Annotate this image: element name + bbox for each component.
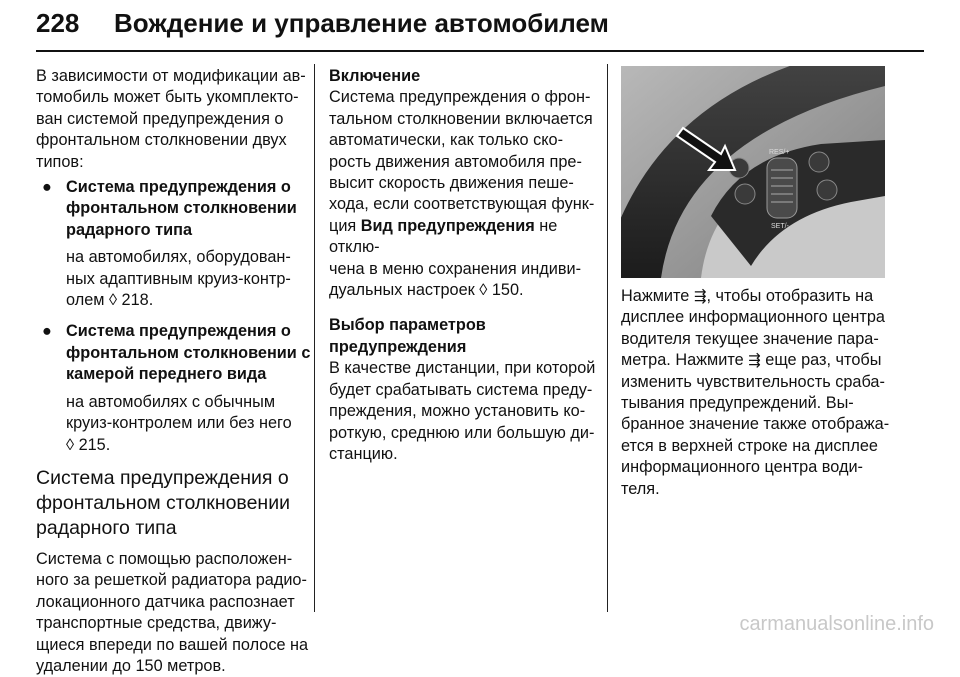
body-line: В качестве дистанции, при которой [329, 359, 596, 378]
intro-line: типов: [36, 152, 84, 171]
body-line: высит скорость движения пеше- [329, 174, 574, 193]
bullet-title-line: камерой переднего вида [66, 365, 267, 384]
body-line: дисплее информационного центра [621, 308, 885, 327]
set-label: SET/- [771, 223, 789, 230]
bullet-item-camera [36, 321, 312, 455]
body-text: Нажмите [621, 287, 694, 305]
body-text: не отклю- [329, 216, 558, 257]
body-line: теля. [621, 479, 660, 498]
body-line: рость движения автомобиля пре- [329, 152, 582, 171]
res-label: RES/+ [769, 149, 790, 156]
body-text: , чтобы отобразить на [706, 287, 874, 305]
page-reference-link[interactable]: дуальных настроек ◊ 150. [329, 281, 524, 300]
bullet-dot-icon: ● [42, 322, 52, 341]
body-line: информационного центра води- [621, 458, 863, 477]
body-line: бранное значение также отобража- [621, 415, 890, 434]
cruise-button [735, 184, 755, 204]
header-rule [36, 50, 924, 52]
body-text: ция [329, 216, 361, 235]
column-2 [329, 66, 605, 465]
column-divider-2 [607, 64, 608, 612]
watermark: carmanualsonline.info [739, 613, 934, 635]
bullet-item-radar [36, 177, 312, 311]
bullet-title-line: фронтальном столкновении с [66, 343, 311, 362]
body-line: чена в меню сохранения индиви- [329, 259, 582, 278]
body-line [621, 350, 921, 371]
page-reference-link[interactable]: олем ◊ 218. [66, 291, 154, 310]
settings-button [817, 180, 837, 200]
bullet-title-line: Система предупреждения о [66, 322, 291, 341]
section-body-line: ного за решеткой радиатора радио- [36, 571, 307, 590]
body-line: станцию. [329, 444, 398, 463]
activation-heading: Включение [329, 67, 421, 85]
section-body-line: удалении до 150 метров. [36, 656, 226, 675]
body-text: метра. Нажмите [621, 351, 749, 370]
page-header [36, 8, 960, 52]
menu-option-name: Вид предупреждения [360, 216, 535, 235]
section-body-line: щиеся впереди по вашей полосе на [36, 635, 309, 654]
column-3 [621, 286, 921, 500]
intro-paragraph [36, 66, 312, 173]
intro-line: В зависимости от модификации ав- [36, 67, 306, 85]
page-title: Вождение и управление автомобилем [114, 8, 609, 38]
bullet-body-line: круиз-контролем или без него [66, 414, 292, 433]
column-divider-1 [314, 64, 315, 612]
distance-button-icon: ⇶ [693, 288, 707, 305]
body-line: автоматически, как только ско- [329, 131, 564, 150]
section-body-line: Система с помощью расположен- [36, 549, 293, 568]
section-title-line: Система предупреждения о [36, 466, 289, 489]
section-title-line: фронтальном столкновении [36, 491, 290, 514]
body-line: изменить чувствительность сраба- [621, 372, 885, 391]
page-reference-link[interactable]: ◊ 215. [66, 435, 111, 454]
section-title [36, 466, 312, 541]
body-line: будет срабатывать система преду- [329, 380, 593, 399]
body-line: тывания предупреждений. Вы- [621, 394, 854, 413]
bullet-title-line: Система предупреждения о [66, 178, 291, 197]
settings-heading: предупреждения [329, 337, 467, 356]
body-line [621, 286, 921, 307]
body-line: хода, если соответствующая функ- [329, 195, 595, 214]
body-text: еще раз, чтобы [760, 351, 882, 370]
settings-heading: Выбор параметров [329, 316, 486, 335]
body-line: ется в верхней строке на дисплее [621, 436, 878, 455]
distance-button-icon: ⇶ [748, 352, 761, 370]
bullet-body-line: ных адаптивным круиз-контр- [66, 269, 291, 288]
bullet-title-line: радарного типа [66, 220, 193, 239]
section-title-line: радарного типа [36, 516, 177, 539]
bullet-body-line: на автомобилях, оборудован- [66, 248, 291, 267]
body-line: Система предупреждения о фрон- [329, 88, 591, 107]
body-line: водителя текущее значение пара- [621, 329, 879, 348]
bullet-dot-icon: ● [42, 178, 52, 197]
speed-limit-button [809, 152, 829, 172]
scroll-wheel [767, 158, 797, 218]
intro-line: томобиль может быть укомплекто- [36, 88, 299, 107]
section-body-line: транспортные средства, движу- [36, 614, 277, 633]
bullet-title-line: фронтальном столкновении [66, 199, 297, 218]
section-body-line: локационного датчика распознает [36, 592, 295, 611]
steering-wheel-illustration [621, 66, 885, 278]
page-number: 228 [36, 8, 80, 38]
steering-wheel-figure [621, 66, 885, 278]
column-1 [36, 66, 312, 677]
intro-line: фронтальном столкновении двух [36, 131, 287, 150]
intro-line: ван системой предупреждения о [36, 109, 284, 128]
body-line [329, 216, 605, 259]
body-line: тальном столкновении включается [329, 109, 593, 128]
body-line: преждения, можно установить ко- [329, 402, 586, 421]
bullet-body-line: на автомобилях с обычным [66, 392, 276, 411]
section-body [36, 549, 312, 677]
body-line: роткую, среднюю или большую ди- [329, 423, 595, 442]
